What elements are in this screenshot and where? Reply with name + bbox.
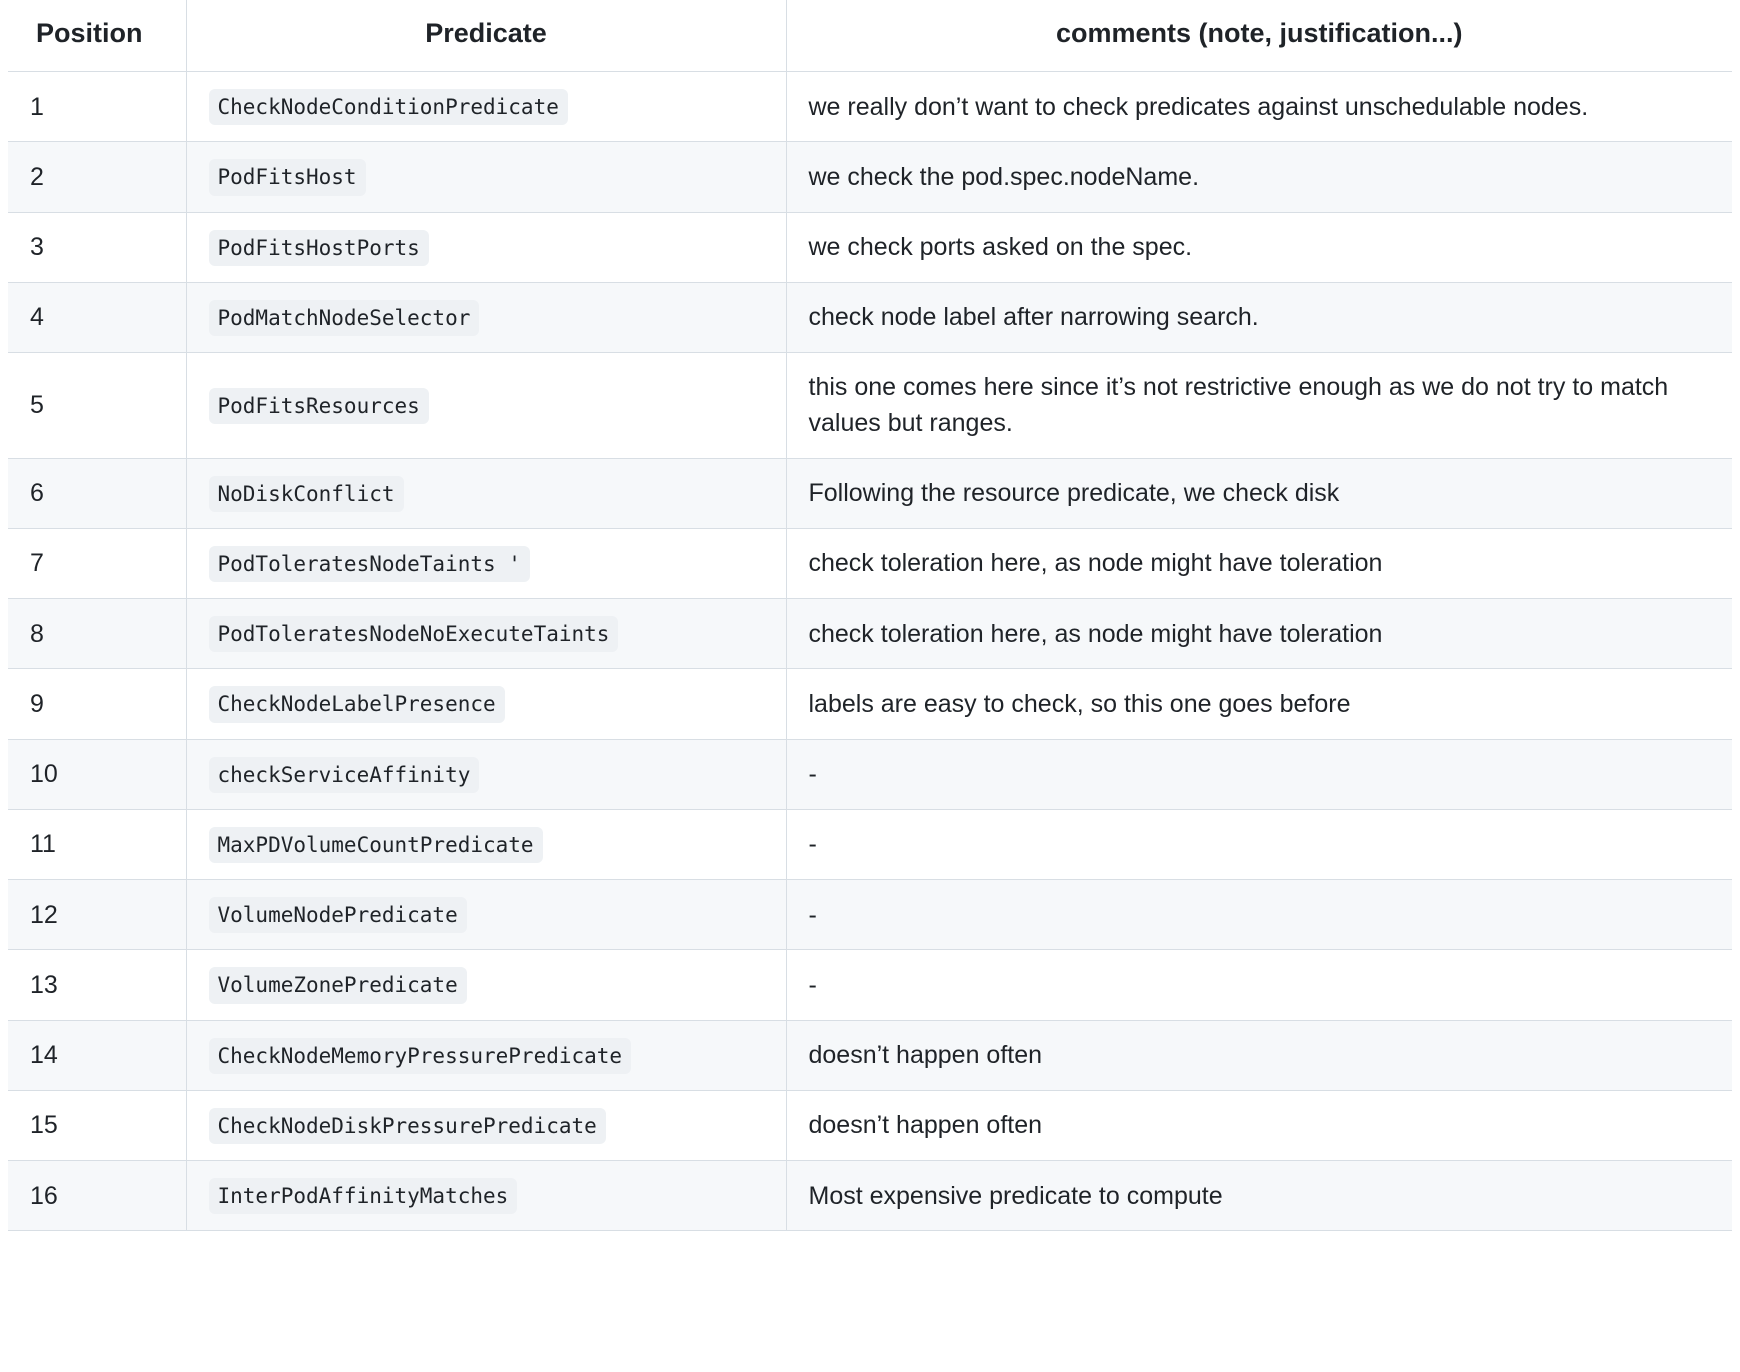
table-row bbox=[8, 1161, 1732, 1231]
cell-predicate bbox=[186, 458, 786, 528]
cell-predicate bbox=[186, 950, 786, 1020]
cell-comment: we check the pod.spec.nodeName. bbox=[786, 142, 1732, 212]
cell-predicate bbox=[186, 212, 786, 282]
cell-predicate bbox=[186, 142, 786, 212]
table-row bbox=[8, 669, 1732, 739]
predicate-code: CheckNodeLabelPresence bbox=[209, 686, 505, 722]
table-header bbox=[8, 0, 1732, 72]
cell-comment: doesn’t happen often bbox=[786, 1020, 1732, 1090]
cell-comment: - bbox=[786, 950, 1732, 1020]
predicate-code: PodMatchNodeSelector bbox=[209, 300, 480, 336]
column-header-comments: comments (note, justification...) bbox=[786, 0, 1732, 72]
cell-predicate bbox=[186, 880, 786, 950]
cell-position: 5 bbox=[8, 353, 186, 459]
predicate-code: MaxPDVolumeCountPredicate bbox=[209, 827, 543, 863]
cell-predicate bbox=[186, 739, 786, 809]
predicate-code: checkServiceAffinity bbox=[209, 757, 480, 793]
cell-predicate bbox=[186, 1020, 786, 1090]
table-row bbox=[8, 1020, 1732, 1090]
cell-comment: this one comes here since it’s not restrictive enough as we do not try to match values but ranges. bbox=[786, 353, 1732, 459]
cell-comment: Most expensive predicate to compute bbox=[786, 1161, 1732, 1231]
predicate-code: InterPodAffinityMatches bbox=[209, 1178, 518, 1214]
cell-position: 8 bbox=[8, 599, 186, 669]
cell-position: 4 bbox=[8, 282, 186, 352]
cell-comment: - bbox=[786, 739, 1732, 809]
cell-predicate bbox=[186, 282, 786, 352]
cell-predicate bbox=[186, 353, 786, 459]
cell-comment: check toleration here, as node might have toleration bbox=[786, 599, 1732, 669]
cell-predicate bbox=[186, 1090, 786, 1160]
cell-comment: labels are easy to check, so this one goes before bbox=[786, 669, 1732, 739]
table-row bbox=[8, 282, 1732, 352]
cell-comment: Following the resource predicate, we check disk bbox=[786, 458, 1732, 528]
column-header-position: Position bbox=[8, 0, 186, 72]
predicate-code: CheckNodeConditionPredicate bbox=[209, 89, 568, 125]
predicate-code: PodFitsHostPorts bbox=[209, 230, 429, 266]
table-body bbox=[8, 72, 1732, 1231]
predicate-code: PodFitsResources bbox=[209, 388, 429, 424]
table-row bbox=[8, 212, 1732, 282]
table-row bbox=[8, 950, 1732, 1020]
cell-position: 12 bbox=[8, 880, 186, 950]
table-row bbox=[8, 599, 1732, 669]
predicate-code: CheckNodeDiskPressurePredicate bbox=[209, 1108, 606, 1144]
cell-position: 14 bbox=[8, 1020, 186, 1090]
cell-position: 2 bbox=[8, 142, 186, 212]
cell-position: 13 bbox=[8, 950, 186, 1020]
table-row bbox=[8, 142, 1732, 212]
cell-predicate bbox=[186, 72, 786, 142]
table-row bbox=[8, 1090, 1732, 1160]
cell-position: 10 bbox=[8, 739, 186, 809]
cell-position: 15 bbox=[8, 1090, 186, 1160]
table-row bbox=[8, 528, 1732, 598]
cell-position: 9 bbox=[8, 669, 186, 739]
cell-comment: we check ports asked on the spec. bbox=[786, 212, 1732, 282]
cell-predicate bbox=[186, 599, 786, 669]
table-row bbox=[8, 880, 1732, 950]
predicate-code: VolumeNodePredicate bbox=[209, 897, 467, 933]
cell-position: 3 bbox=[8, 212, 186, 282]
cell-position: 11 bbox=[8, 809, 186, 879]
table-row bbox=[8, 72, 1732, 142]
cell-predicate bbox=[186, 1161, 786, 1231]
predicate-code: VolumeZonePredicate bbox=[209, 967, 467, 1003]
predicates-table bbox=[8, 0, 1732, 1231]
table-row bbox=[8, 809, 1732, 879]
cell-comment: - bbox=[786, 880, 1732, 950]
cell-comment: - bbox=[786, 809, 1732, 879]
cell-comment: doesn’t happen often bbox=[786, 1090, 1732, 1160]
cell-predicate bbox=[186, 669, 786, 739]
table-row bbox=[8, 739, 1732, 809]
cell-predicate bbox=[186, 528, 786, 598]
cell-position: 16 bbox=[8, 1161, 186, 1231]
predicate-code: PodFitsHost bbox=[209, 159, 366, 195]
table-row bbox=[8, 458, 1732, 528]
predicate-code: CheckNodeMemoryPressurePredicate bbox=[209, 1038, 632, 1074]
predicate-code: NoDiskConflict bbox=[209, 476, 404, 512]
cell-comment: we really don’t want to check predicates against unschedulable nodes. bbox=[786, 72, 1732, 142]
cell-comment: check node label after narrowing search. bbox=[786, 282, 1732, 352]
cell-predicate bbox=[186, 809, 786, 879]
table-row bbox=[8, 353, 1732, 459]
cell-position: 7 bbox=[8, 528, 186, 598]
predicate-code: PodToleratesNodeTaints ' bbox=[209, 546, 530, 582]
cell-position: 6 bbox=[8, 458, 186, 528]
predicate-code: PodToleratesNodeNoExecuteTaints bbox=[209, 616, 619, 652]
table-header-row bbox=[8, 0, 1732, 72]
cell-position: 1 bbox=[8, 72, 186, 142]
column-header-predicate: Predicate bbox=[186, 0, 786, 72]
cell-comment: check toleration here, as node might have toleration bbox=[786, 528, 1732, 598]
